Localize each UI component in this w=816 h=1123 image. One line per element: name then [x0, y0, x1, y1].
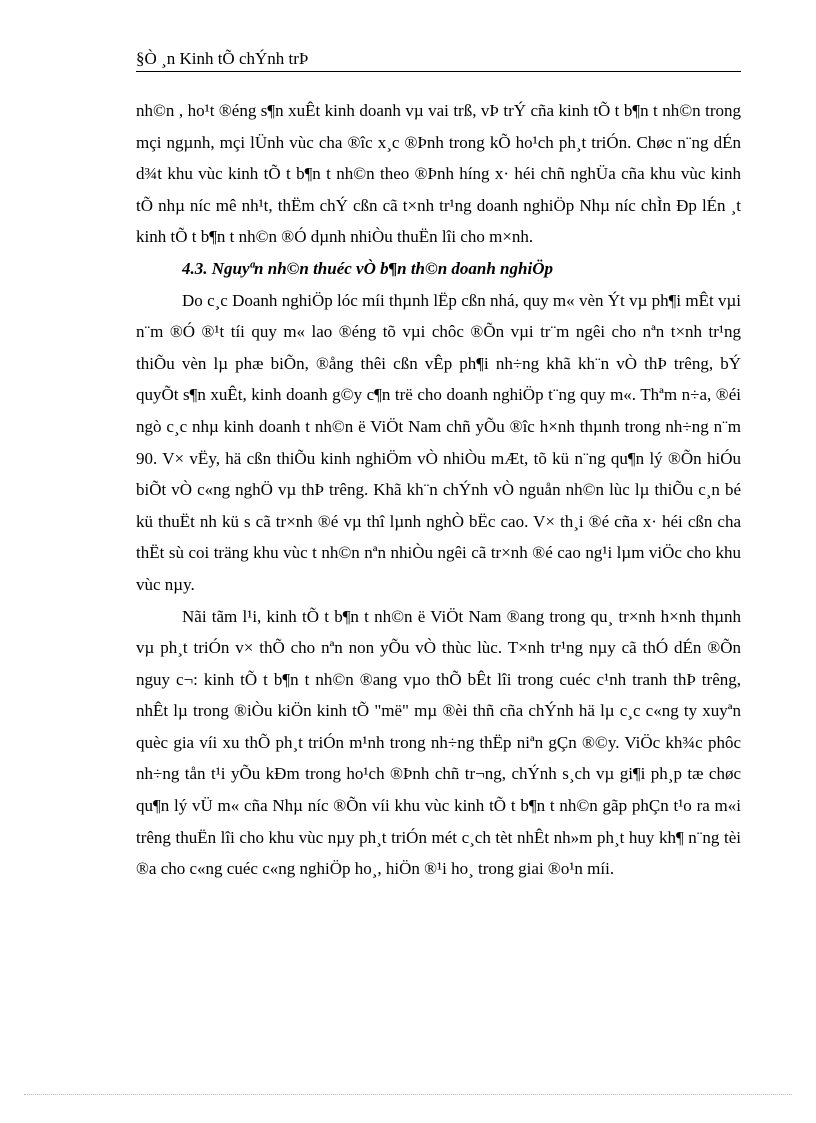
section-heading: 4.3. Nguyªn nh©n thuéc vÒ b¶n th©n doanh nghiÖp: [182, 258, 553, 278]
page-header: [136, 48, 741, 72]
paragraph-causes: Do c¸c Doanh nghiÖp lóc míi thµnh lËp cßn nhá, quy m« vèn Ýt vµ ph¶i mÊt vµi n¨m ®Ó ®¹t tíi quy m« lao ®éng tõ vµi chôc ®Õn vµi tr¨m ngêi cho nªn t×nh tr¹ng thiÕu vèn lµ phæ biÕn, ®ång thêi cßn vÊp ph¶i nh÷ng khã kh¨n vÒ thÞ trêng, bÝ quyÕt s¶n xuÊt, kinh doanh g©y c¶n trë cho doanh nghiÖp t¨ng quy m«. Thªm n÷a, ®éi ngò c¸c nhµ kinh doanh t nh©n ë ViÖt Nam chñ yÕu ®îc h×nh thµnh trong nh÷ng n¨m 90. V× vËy, hä cßn thiÕu kinh nghiÖm vÒ nhiÒu mÆt, tõ kü n¨ng qu¶n lý ®Õn hiÓu biÕt vÒ c«ng nghÖ vµ thÞ trêng. Khã kh¨n chÝnh vÒ nguån nh©n lùc lµ thiÕu c¸n bé kü thuËt nh kü s cã tr×nh ®é vµ thî lµnh nghÒ bËc cao. V× th¸i ®é cña x· héi cßn cha thËt sù coi träng khu vùc t nh©n nªn nhiÒu ngêi cã tr×nh ®é cao ng¹i lµm viÖc cho khu vùc nµy.: [136, 290, 741, 594]
paragraph-continued: nh©n , ho¹t ®éng s¶n xuÊt kinh doanh vµ vai trß, vÞ trÝ cña kinh tÕ t b¶n t nh©n trong mçi ngµnh, mçi lÜnh vùc cha ®îc x¸c ®Þnh trong kÕ ho¹ch ph¸t triÓn. Chøc n¨ng dÉn d¾t khu vùc kinh tÕ t b¶n t nh©n theo ®Þnh híng x· héi chñ nghÜa cña khu vùc kinh tÕ nhµ níc mê nh¹t, thËm chÝ cßn cã t×nh tr¹ng doanh nghiÖp Nhµ níc chÌn Ðp lÉn ¸t kinh tÕ t b¶n t nh©n ®Ó dµnh nhiÒu thuËn lîi cho m×nh.: [136, 101, 741, 247]
header-title: §Ò ¸n Kinh tÕ chÝnh trÞ: [136, 49, 309, 68]
document-body: [136, 95, 741, 885]
page-bottom-rule: [24, 1094, 792, 1095]
paragraph-summary: Nãi tãm l¹i, kinh tÕ t b¶n t nh©n ë ViÖt Nam ®ang trong qu¸ tr×nh h×nh thµnh vµ ph¸t triÓn v× thÕ cho nªn non yÕu vÒ thùc lùc. T×nh tr¹ng nµy cã thÓ dÉn ®Õn nguy c¬: kinh tÕ t b¶n t nh©n ®ang vµo thÕ bÊt lîi trong cuéc c¹nh tranh thÞ trêng, nhÊt lµ trong ®iÒu kiÖn kinh tÕ "më" mµ ®èi thñ cña chÝnh hä lµ c¸c c«ng ty xuyªn quèc gia víi xu thÕ ph¸t triÓn m¹nh trong nh÷ng thËp niªn gÇn ®©y. ViÖc kh¾c phôc nh÷ng tån t¹i yÕu kÐm trong ho¹ch ®Þnh chñ tr¬ng, chÝnh s¸ch vµ gi¶i ph¸p tæ chøc qu¶n lý vÜ m« cña Nhµ níc ®Õn víi khu vùc kinh tÕ t b¶n t nh©n gãp phÇn t¹o ra m«i trêng thuËn lîi cho khu vùc nµy ph¸t triÓn mét c¸ch tèt nhÊt nh»m ph¸t huy kh¶ n¨ng tèi ®a cho c«ng cuéc c«ng nghiÖp ho¸, hiÖn ®¹i ho¸ trong giai ®o¹n míi.: [136, 606, 741, 879]
